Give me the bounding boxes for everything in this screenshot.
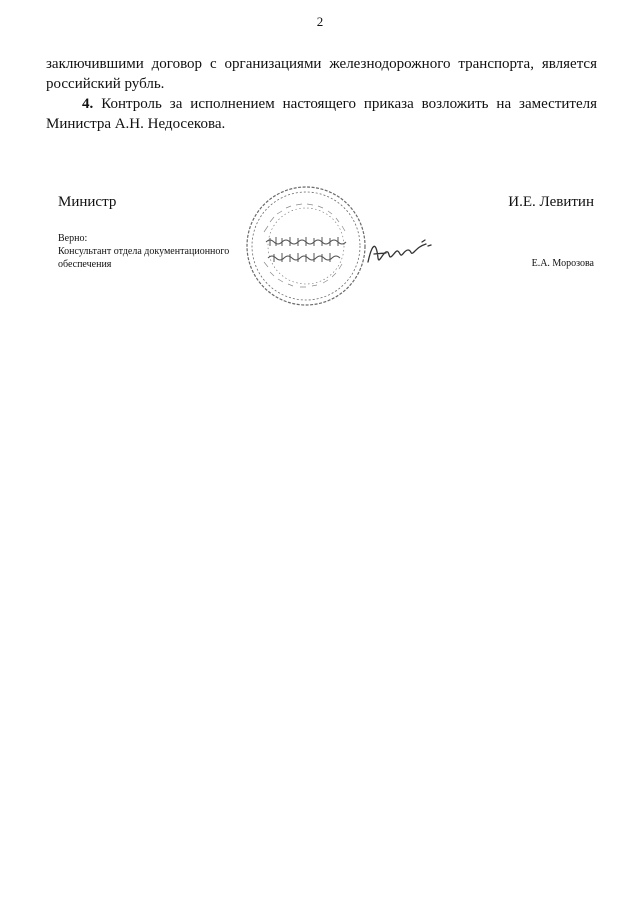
paragraph-continuation: заключившими договор с организациями железнодорожного транспорта, является российский рубль. (46, 56, 597, 92)
certification-position: Консультант отдела документационного (58, 246, 230, 257)
certification-department: обеспечения (58, 259, 112, 270)
official-seal-icon (244, 184, 368, 308)
certification-label: Верно: (58, 233, 88, 244)
paragraph-number: 4. (82, 96, 94, 112)
certification-block (58, 232, 229, 271)
page-number: 2 (316, 14, 324, 29)
signer-name: И.Е. Левитин (508, 194, 594, 210)
certification-name: Е.А. Морозова (531, 258, 594, 269)
signer-title: Министр (58, 194, 117, 210)
handwritten-signature-icon (364, 234, 434, 270)
paragraph-text: Контроль за исполнением настоящего приказа возложить на заместителя Министра А.Н. Недосекова. (46, 96, 597, 132)
paragraph-4 (46, 94, 597, 134)
